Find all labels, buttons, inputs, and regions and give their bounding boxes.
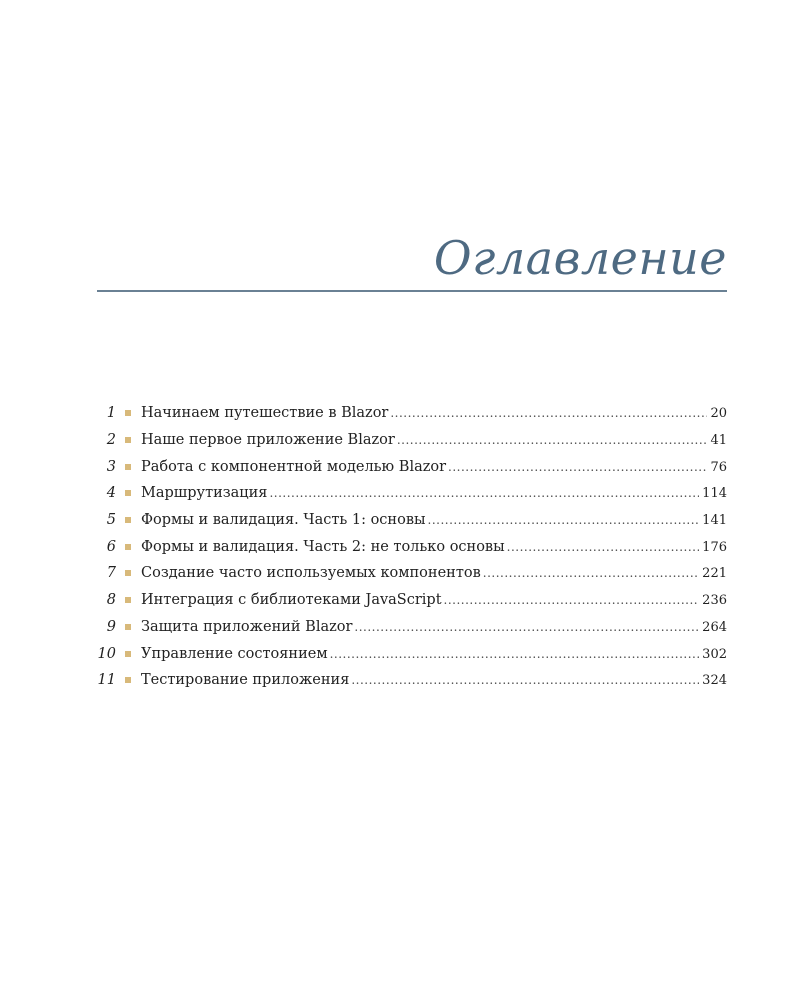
chapter-number: 7: [106, 565, 116, 582]
chapter-title: Создание часто используемых компонентов: [141, 565, 481, 582]
chapter-title: Формы и валидация. Часть 2: не только основы: [141, 538, 505, 555]
bullet-icon: [125, 410, 131, 416]
toc-entry-line: [141, 646, 727, 662]
page-number: 76: [710, 459, 727, 475]
dot-leader: [444, 592, 700, 608]
dot-leader: [428, 512, 700, 528]
page-number: 236: [702, 593, 727, 609]
toc-entry-line: [141, 619, 727, 635]
chapter-title: Наше первое приложение Blazor: [141, 432, 395, 449]
toc-entry[interactable]: [90, 400, 727, 427]
chapter-title: Управление состоянием: [141, 645, 328, 662]
bullet-icon: [125, 464, 131, 470]
toc-entry[interactable]: [90, 640, 727, 667]
page-number: 221: [702, 566, 727, 582]
toc-entry-line: [141, 432, 727, 448]
toc-entry-line: [141, 405, 727, 421]
bullet-icon: [125, 677, 131, 683]
dot-leader: [507, 539, 700, 555]
toc-entry[interactable]: [90, 614, 727, 641]
toc-entry-line: [141, 565, 727, 581]
chapter-number: 11: [97, 672, 116, 689]
bullet-icon: [125, 651, 131, 657]
page-number: 302: [702, 646, 727, 662]
chapter-title: Тестирование приложения: [141, 672, 350, 689]
page-title: Оглавление: [433, 231, 727, 285]
chapter-number: 6: [106, 538, 116, 555]
bullet-icon: [125, 597, 131, 603]
page-number: 176: [702, 539, 727, 555]
toc-entry-line: [141, 485, 727, 501]
dot-leader: [397, 432, 708, 448]
page-number: 114: [702, 486, 727, 502]
toc-entry-line: [141, 672, 727, 688]
chapter-number: 9: [106, 618, 116, 635]
bullet-icon: [125, 570, 131, 576]
bullet-icon: [125, 437, 131, 443]
toc-entry[interactable]: [90, 507, 727, 534]
page-number: 264: [702, 619, 727, 635]
bullet-icon: [125, 490, 131, 496]
chapter-number: 8: [106, 592, 116, 609]
toc-entry[interactable]: [90, 587, 727, 614]
page-number: 41: [710, 433, 727, 449]
dot-leader: [351, 672, 699, 688]
dot-leader: [269, 485, 699, 501]
chapter-title: Формы и валидация. Часть 1: основы: [141, 512, 426, 529]
toc-entry[interactable]: [90, 533, 727, 560]
chapter-title: Работа с компонентной моделью Blazor: [141, 458, 447, 475]
bullet-icon: [125, 544, 131, 550]
toc-entry-line: [141, 512, 727, 528]
table-of-contents: [90, 400, 727, 694]
title-underline: [97, 290, 727, 292]
toc-entry[interactable]: [90, 560, 727, 587]
chapter-number: 1: [106, 405, 116, 422]
toc-entry-line: [141, 539, 727, 555]
page-number: 141: [702, 513, 727, 529]
dot-leader: [390, 405, 707, 421]
dot-leader: [483, 565, 699, 581]
dot-leader: [354, 619, 699, 635]
chapter-title: Начинаем путешествие в Blazor: [141, 405, 389, 422]
toc-entry[interactable]: [90, 453, 727, 480]
chapter-title: Маршрутизация: [141, 485, 268, 502]
dot-leader: [448, 459, 707, 475]
toc-entry[interactable]: [90, 427, 727, 454]
toc-entry[interactable]: [90, 667, 727, 694]
dot-leader: [330, 646, 700, 662]
page-number: 324: [702, 673, 727, 689]
chapter-number: 10: [97, 645, 116, 662]
bullet-icon: [125, 517, 131, 523]
toc-entry-line: [141, 459, 727, 475]
toc-entry[interactable]: [90, 480, 727, 507]
chapter-number: 5: [106, 512, 116, 529]
bullet-icon: [125, 624, 131, 630]
chapter-title: Защита приложений Blazor: [141, 618, 353, 635]
chapter-number: 3: [106, 458, 116, 475]
chapter-title: Интеграция с библиотеками JavaScript: [141, 592, 442, 609]
chapter-number: 4: [106, 485, 116, 502]
chapter-number: 2: [106, 432, 116, 449]
page-number: 20: [710, 406, 727, 422]
toc-entry-line: [141, 592, 727, 608]
